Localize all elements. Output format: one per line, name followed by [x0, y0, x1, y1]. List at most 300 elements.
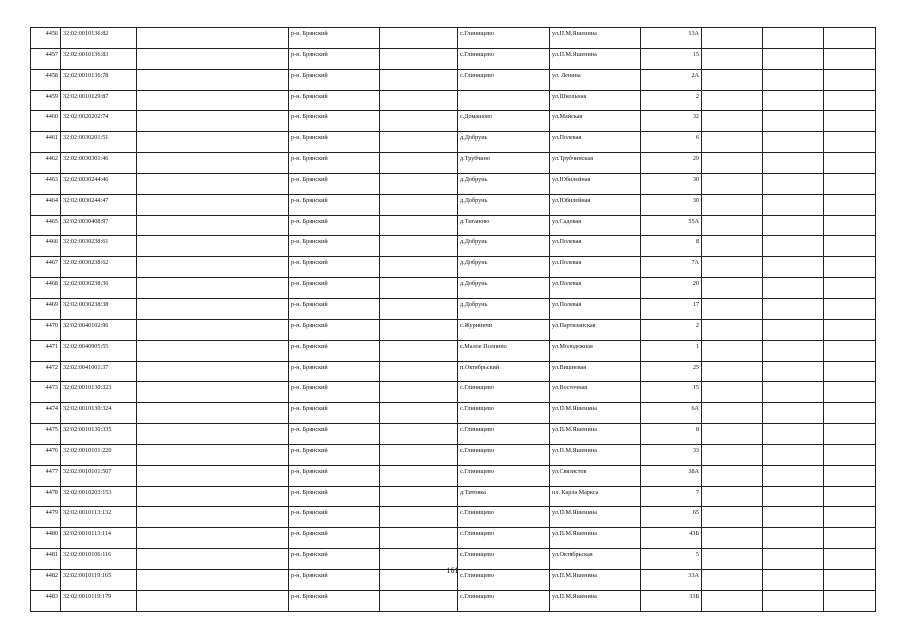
cell-number: 4465 — [31, 215, 61, 236]
cell-locality: с.Глинищево — [458, 382, 550, 403]
cell-empty — [380, 486, 458, 507]
cell-cadastral-number: 32:02:0010119:179 — [61, 590, 137, 611]
cell-empty — [137, 465, 289, 486]
cell-locality: с.Глинищево — [458, 549, 550, 570]
table-row — [31, 444, 876, 465]
cell-empty — [763, 236, 824, 257]
cell-district: р-н. Брянский — [289, 90, 380, 111]
cell-street: ул.П.М.Яшенина — [550, 590, 641, 611]
cell-house: 6А — [641, 403, 702, 424]
cell-empty — [380, 48, 458, 69]
cell-street: ул.Юбилейная — [550, 173, 641, 194]
cell-empty — [763, 69, 824, 90]
cell-district: р-н. Брянский — [289, 111, 380, 132]
cell-cadastral-number: 32:02:0010101:507 — [61, 465, 137, 486]
cell-empty — [702, 340, 763, 361]
cell-empty — [137, 424, 289, 445]
cell-house: 8 — [641, 424, 702, 445]
cell-locality: с.Глинищево — [458, 590, 550, 611]
cell-cadastral-number: 32:02:0030244:46 — [61, 173, 137, 194]
table-row — [31, 382, 876, 403]
cell-house: 15 — [641, 382, 702, 403]
cell-number: 4471 — [31, 340, 61, 361]
cell-street: ул.Полевая — [550, 257, 641, 278]
cell-locality: д.Тиганово — [458, 215, 550, 236]
cell-empty — [137, 28, 289, 49]
cell-locality: д.Добрунь — [458, 278, 550, 299]
cell-empty — [763, 90, 824, 111]
table-row — [31, 319, 876, 340]
cell-empty — [137, 507, 289, 528]
cell-number: 4468 — [31, 278, 61, 299]
cell-cadastral-number: 32:02:0010113:114 — [61, 528, 137, 549]
table-row — [31, 69, 876, 90]
cell-district: р-н. Брянский — [289, 590, 380, 611]
cell-empty — [824, 528, 876, 549]
cell-house: 8 — [641, 236, 702, 257]
cell-empty — [824, 173, 876, 194]
cell-empty — [702, 111, 763, 132]
cell-house: 38А — [641, 465, 702, 486]
cell-empty — [137, 48, 289, 69]
cell-number: 4477 — [31, 465, 61, 486]
cell-empty — [702, 153, 763, 174]
cell-empty — [824, 361, 876, 382]
cell-street: ул.Майская — [550, 111, 641, 132]
cell-number: 4461 — [31, 132, 61, 153]
table-row — [31, 361, 876, 382]
cell-street: ул.П.М.Яшенина — [550, 507, 641, 528]
cell-empty — [702, 424, 763, 445]
cell-empty — [137, 528, 289, 549]
cell-locality: с.Глинищево — [458, 48, 550, 69]
cell-empty — [824, 590, 876, 611]
cell-empty — [137, 257, 289, 278]
cell-street: ул.Полевая — [550, 298, 641, 319]
cell-empty — [380, 194, 458, 215]
cell-empty — [380, 590, 458, 611]
cell-district: р-н. Брянский — [289, 424, 380, 445]
cell-cadastral-number: 32:02:0010129:87 — [61, 90, 137, 111]
cell-house: 7 — [641, 486, 702, 507]
cell-street: ул.Связистов — [550, 465, 641, 486]
cell-number: 4472 — [31, 361, 61, 382]
table-row — [31, 236, 876, 257]
cell-locality: с.Глинищево — [458, 28, 550, 49]
cell-empty — [763, 132, 824, 153]
table-row — [31, 278, 876, 299]
cell-cadastral-number: 32:02:0030238:38 — [61, 298, 137, 319]
cell-number: 4459 — [31, 90, 61, 111]
cell-empty — [137, 319, 289, 340]
cell-empty — [763, 278, 824, 299]
cell-empty — [137, 69, 289, 90]
cell-district: р-н. Брянский — [289, 569, 380, 590]
cell-locality: с.Глинищево — [458, 424, 550, 445]
cell-cadastral-number: 32:02:0020202:74 — [61, 111, 137, 132]
cell-empty — [824, 215, 876, 236]
cell-house: 33А — [641, 569, 702, 590]
table-row — [31, 48, 876, 69]
cell-cadastral-number: 32:02:0030201:51 — [61, 132, 137, 153]
cell-empty — [380, 173, 458, 194]
cell-locality: с.Глинищево — [458, 569, 550, 590]
cell-empty — [763, 361, 824, 382]
cell-cadastral-number: 32:02:0010130:323 — [61, 382, 137, 403]
table-row — [31, 424, 876, 445]
cell-locality: с.Журиничи — [458, 319, 550, 340]
cell-house: 33Б — [641, 590, 702, 611]
cell-empty — [702, 257, 763, 278]
cell-number: 4458 — [31, 69, 61, 90]
cell-empty — [763, 382, 824, 403]
cell-street: ул.Восточная — [550, 382, 641, 403]
cell-empty — [824, 48, 876, 69]
cell-empty — [824, 153, 876, 174]
cell-number: 4473 — [31, 382, 61, 403]
cell-street: ул.Полевая — [550, 132, 641, 153]
cell-district: р-н. Брянский — [289, 361, 380, 382]
cell-empty — [137, 298, 289, 319]
cell-empty — [824, 194, 876, 215]
cell-empty — [380, 111, 458, 132]
cell-empty — [824, 319, 876, 340]
cell-house: 2А — [641, 69, 702, 90]
cell-empty — [380, 528, 458, 549]
cell-house: 30 — [641, 194, 702, 215]
cell-empty — [380, 28, 458, 49]
cell-cadastral-number: 32:02:0030408:97 — [61, 215, 137, 236]
cell-house: 15 — [641, 48, 702, 69]
cell-empty — [380, 69, 458, 90]
table-row — [31, 340, 876, 361]
cell-cadastral-number: 32:02:0041001:37 — [61, 361, 137, 382]
cell-number: 4469 — [31, 298, 61, 319]
cell-empty — [763, 48, 824, 69]
cell-number: 4460 — [31, 111, 61, 132]
cell-house: 32 — [641, 111, 702, 132]
cell-empty — [702, 465, 763, 486]
cell-empty — [763, 590, 824, 611]
cell-house: 2 — [641, 90, 702, 111]
cell-empty — [702, 69, 763, 90]
cell-empty — [137, 278, 289, 299]
cell-district: р-н. Брянский — [289, 132, 380, 153]
cell-empty — [702, 278, 763, 299]
cell-district: р-н. Брянский — [289, 236, 380, 257]
cell-district: р-н. Брянский — [289, 48, 380, 69]
cell-empty — [824, 507, 876, 528]
cell-empty — [702, 403, 763, 424]
cell-empty — [763, 173, 824, 194]
cell-cadastral-number: 32:02:0010136:78 — [61, 69, 137, 90]
cell-street: ул.Юбилейная — [550, 194, 641, 215]
cell-empty — [824, 465, 876, 486]
cell-cadastral-number: 32:02:0010130:335 — [61, 424, 137, 445]
table-row — [31, 194, 876, 215]
cell-empty — [763, 444, 824, 465]
cell-locality: с.Глинищево — [458, 528, 550, 549]
table-row — [31, 28, 876, 49]
cell-cadastral-number: 32:02:0010119:165 — [61, 569, 137, 590]
table-row — [31, 528, 876, 549]
cell-street: ул.П.М.Яшенина — [550, 48, 641, 69]
cell-empty — [137, 153, 289, 174]
cell-number: 4478 — [31, 486, 61, 507]
cell-empty — [702, 215, 763, 236]
cell-district: р-н. Брянский — [289, 298, 380, 319]
cell-number: 4482 — [31, 569, 61, 590]
table-row — [31, 298, 876, 319]
cell-empty — [702, 382, 763, 403]
cell-number: 4456 — [31, 28, 61, 49]
cell-empty — [763, 424, 824, 445]
table-row — [31, 90, 876, 111]
cell-house: 6 — [641, 132, 702, 153]
table-row — [31, 590, 876, 611]
cell-district: р-н. Брянский — [289, 486, 380, 507]
cell-locality: д.Добрунь — [458, 236, 550, 257]
cell-district: р-н. Брянский — [289, 173, 380, 194]
cell-house: 20 — [641, 278, 702, 299]
cell-locality: с.Глинищево — [458, 465, 550, 486]
cell-number: 4479 — [31, 507, 61, 528]
cell-locality: с.Глинищево — [458, 403, 550, 424]
cell-empty — [137, 403, 289, 424]
cell-house: 29 — [641, 153, 702, 174]
cell-cadastral-number: 32:02:0010136:82 — [61, 28, 137, 49]
cell-street: ул.П.М.Яшенина — [550, 424, 641, 445]
cell-locality: с.Домашово — [458, 111, 550, 132]
cell-empty — [824, 444, 876, 465]
cell-house: 5 — [641, 549, 702, 570]
cell-empty — [702, 507, 763, 528]
table-body — [31, 28, 876, 612]
cell-street: ул.Садовая — [550, 215, 641, 236]
cell-house: 55А — [641, 215, 702, 236]
cell-street: ул. Ленина — [550, 69, 641, 90]
cell-empty — [824, 340, 876, 361]
cell-empty — [702, 132, 763, 153]
table-row — [31, 403, 876, 424]
cell-empty — [137, 590, 289, 611]
cell-number: 4457 — [31, 48, 61, 69]
cell-house: 7А — [641, 257, 702, 278]
cell-locality: с.Глинищево — [458, 444, 550, 465]
cell-district: р-н. Брянский — [289, 382, 380, 403]
cell-empty — [380, 319, 458, 340]
cell-empty — [380, 153, 458, 174]
cell-number: 4476 — [31, 444, 61, 465]
cell-district: р-н. Брянский — [289, 69, 380, 90]
cell-street: ул.П.М.Яшенина — [550, 403, 641, 424]
cell-empty — [137, 90, 289, 111]
cell-district: р-н. Брянский — [289, 528, 380, 549]
cell-empty — [824, 298, 876, 319]
cell-street: ул.Полевая — [550, 236, 641, 257]
cell-empty — [763, 28, 824, 49]
cell-street: ул.Трубчинская — [550, 153, 641, 174]
cell-empty — [137, 173, 289, 194]
cell-empty — [763, 403, 824, 424]
cell-cadastral-number: 32:02:0010101:220 — [61, 444, 137, 465]
cell-empty — [763, 257, 824, 278]
cell-empty — [763, 486, 824, 507]
cell-empty — [763, 215, 824, 236]
cell-street: ул.П.М.Яшенина — [550, 569, 641, 590]
cell-street: ул.Полевая — [550, 278, 641, 299]
cell-empty — [380, 132, 458, 153]
table-row — [31, 486, 876, 507]
cell-number: 4470 — [31, 319, 61, 340]
cell-locality — [458, 90, 550, 111]
cell-cadastral-number: 32:02:0010130:324 — [61, 403, 137, 424]
cell-street: ул.Октябрьская — [550, 549, 641, 570]
cell-street: ул.Школьная — [550, 90, 641, 111]
table-row — [31, 111, 876, 132]
cell-street: ул.П.М.Яшенина — [550, 444, 641, 465]
cell-cadastral-number: 32:02:0010113:132 — [61, 507, 137, 528]
cell-district: р-н. Брянский — [289, 215, 380, 236]
cell-house: 2 — [641, 319, 702, 340]
cell-empty — [137, 111, 289, 132]
cell-empty — [380, 298, 458, 319]
cell-empty — [137, 444, 289, 465]
cell-district: р-н. Брянский — [289, 28, 380, 49]
cell-street: ул.П.М.Яшенина — [550, 28, 641, 49]
cell-locality: с.Малое Полпино — [458, 340, 550, 361]
cell-empty — [137, 236, 289, 257]
cell-empty — [137, 361, 289, 382]
cell-number: 4481 — [31, 549, 61, 570]
cell-street: пл. Карла Маркса — [550, 486, 641, 507]
cell-house: 33 — [641, 444, 702, 465]
cell-empty — [380, 340, 458, 361]
table-row — [31, 507, 876, 528]
cell-empty — [137, 340, 289, 361]
cell-empty — [702, 319, 763, 340]
cell-number: 4462 — [31, 153, 61, 174]
cell-district: р-н. Брянский — [289, 319, 380, 340]
cell-locality: д.Добрунь — [458, 173, 550, 194]
cell-cadastral-number: 32:02:0040905:55 — [61, 340, 137, 361]
cell-empty — [763, 507, 824, 528]
cell-locality: п.Октябрьский — [458, 361, 550, 382]
cell-house: 30 — [641, 173, 702, 194]
cell-empty — [702, 194, 763, 215]
table-row — [31, 153, 876, 174]
cell-empty — [702, 173, 763, 194]
cell-house: 17 — [641, 298, 702, 319]
cell-empty — [380, 361, 458, 382]
cell-empty — [702, 444, 763, 465]
cell-number: 4467 — [31, 257, 61, 278]
cell-empty — [702, 90, 763, 111]
cell-empty — [763, 111, 824, 132]
cell-number: 4480 — [31, 528, 61, 549]
cell-empty — [380, 507, 458, 528]
cell-number: 4474 — [31, 403, 61, 424]
cell-district: р-н. Брянский — [289, 465, 380, 486]
cell-empty — [380, 403, 458, 424]
cell-empty — [380, 236, 458, 257]
cell-number: 4463 — [31, 173, 61, 194]
cell-district: р-н. Брянский — [289, 194, 380, 215]
cell-empty — [380, 424, 458, 445]
cell-locality: с.Глинищево — [458, 507, 550, 528]
cell-number: 4466 — [31, 236, 61, 257]
cell-empty — [380, 278, 458, 299]
cell-street: ул.Молодежная — [550, 340, 641, 361]
cell-empty — [763, 340, 824, 361]
cell-district: р-н. Брянский — [289, 444, 380, 465]
cell-empty — [702, 361, 763, 382]
cell-cadastral-number: 32:02:0010106:116 — [61, 549, 137, 570]
cell-empty — [137, 486, 289, 507]
cell-empty — [380, 215, 458, 236]
cell-empty — [137, 215, 289, 236]
cell-cadastral-number: 32:02:0010203:153 — [61, 486, 137, 507]
cell-empty — [763, 528, 824, 549]
cell-house: 1 — [641, 340, 702, 361]
cell-house: 43Б — [641, 528, 702, 549]
cell-empty — [702, 298, 763, 319]
cell-street: ул.Вишневая — [550, 361, 641, 382]
cell-empty — [380, 257, 458, 278]
cell-district: р-н. Брянский — [289, 153, 380, 174]
cell-street: ул.П.М.Яшенина — [550, 528, 641, 549]
cell-empty — [824, 28, 876, 49]
cell-street: ул.Партизанская — [550, 319, 641, 340]
cell-empty — [380, 465, 458, 486]
cell-empty — [702, 528, 763, 549]
table-row — [31, 173, 876, 194]
cell-empty — [702, 590, 763, 611]
cell-cadastral-number: 32:02:0030238:61 — [61, 236, 137, 257]
cell-number: 4483 — [31, 590, 61, 611]
cell-number: 4475 — [31, 424, 61, 445]
cell-empty — [137, 132, 289, 153]
cell-cadastral-number: 32:02:0040102:96 — [61, 319, 137, 340]
cell-locality: д.Трубчино — [458, 153, 550, 174]
cell-empty — [702, 236, 763, 257]
table-row — [31, 132, 876, 153]
table-row — [31, 257, 876, 278]
cell-locality: д.Добрунь — [458, 257, 550, 278]
table-row — [31, 465, 876, 486]
cell-empty — [824, 278, 876, 299]
cell-locality: д.Титовка — [458, 486, 550, 507]
cell-house: 13А — [641, 28, 702, 49]
cell-empty — [763, 153, 824, 174]
cell-number: 4464 — [31, 194, 61, 215]
cell-locality: с.Глинищево — [458, 69, 550, 90]
cell-district: р-н. Брянский — [289, 549, 380, 570]
cell-cadastral-number: 32:02:0030244:47 — [61, 194, 137, 215]
cell-district: р-н. Брянский — [289, 257, 380, 278]
cell-empty — [824, 90, 876, 111]
cell-district: р-н. Брянский — [289, 507, 380, 528]
cell-district: р-н. Брянский — [289, 403, 380, 424]
cell-district: р-н. Брянский — [289, 340, 380, 361]
cell-cadastral-number: 32:02:0030301:46 — [61, 153, 137, 174]
cell-empty — [824, 403, 876, 424]
cell-empty — [702, 486, 763, 507]
cell-empty — [824, 236, 876, 257]
cell-locality: д.Добрунь — [458, 298, 550, 319]
table-row — [31, 215, 876, 236]
cell-empty — [380, 90, 458, 111]
